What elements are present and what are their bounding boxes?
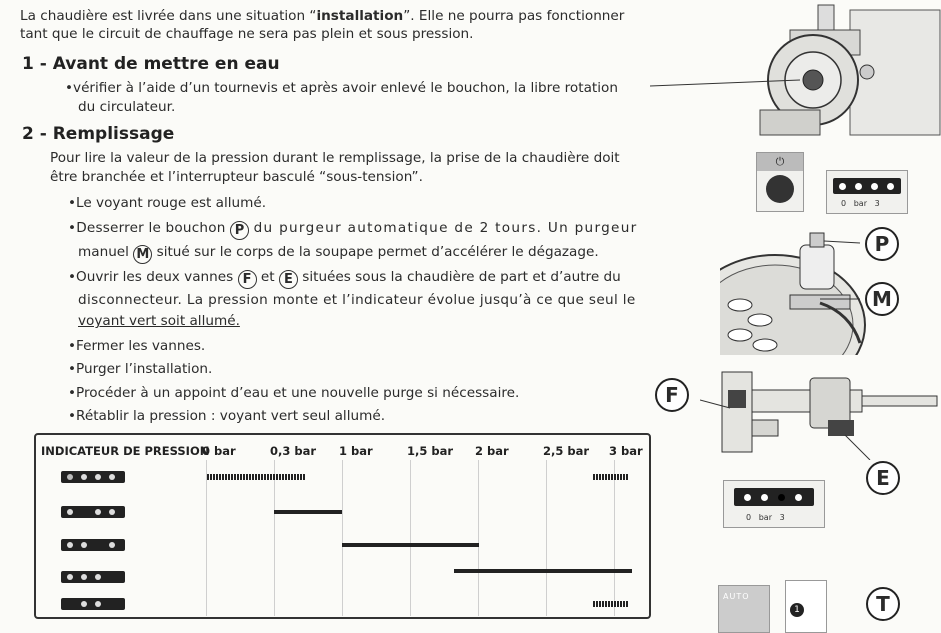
blink-range (593, 474, 628, 480)
bullet-purgeur-cont (78, 242, 599, 264)
scale-label: 3 bar (609, 444, 643, 458)
label-f-callout: F (655, 378, 689, 412)
bullet-text: du purgeur automatique de 2 tours. Un purgeur (253, 220, 638, 236)
led-indicator (61, 471, 125, 483)
bullet-text: •Desserrer le bouchon (68, 220, 226, 236)
section1-bullet-cont: du circulateur. (78, 99, 176, 115)
bullet-text: manuel (78, 244, 129, 260)
intro-paragraph (20, 6, 624, 26)
label-m-circle: M (133, 245, 152, 264)
bullet-purgeur (68, 218, 638, 240)
gauge-leds (833, 178, 901, 194)
intro-text: La chaudière est livrée dans une situation “ (20, 8, 317, 24)
gauge-leds (734, 488, 814, 506)
bullet-close-valves: •Fermer les vannes. (68, 338, 206, 354)
label-f-circle: F (238, 270, 257, 289)
number-badge: 1 (790, 603, 804, 617)
intro-line2: tant que le circuit de chauffage ne sera pas plein et sous pression. (20, 26, 474, 42)
label-m-callout: M (865, 282, 899, 316)
intro-bold: installation (316, 8, 404, 24)
section2-para-cont: être branchée et l’interrupteur basculé “sous-tension”. (50, 169, 423, 185)
bullet-text: situées sous la chaudière de part et d’autre du (302, 269, 621, 285)
gauge-scale: 0 bar 3 (746, 513, 785, 522)
scale-label: 1,5 bar (407, 444, 454, 458)
section2-title: 2 - Remplissage (22, 124, 175, 144)
pressure-gauge-panel-2 (723, 480, 825, 528)
section1-title: 1 - Avant de mettre en eau (22, 54, 280, 74)
power-button-knob (766, 175, 794, 203)
power-switch-panel (756, 152, 804, 212)
bullet-red-light: •Le voyant rouge est allumé. (68, 195, 267, 211)
intro-text: ”. Elle ne pourra pas fonctionner (403, 8, 625, 24)
grid-line (478, 460, 479, 616)
gauge-scale: 0 bar 3 (841, 199, 880, 208)
pressure-range-bar (342, 543, 479, 547)
led-indicator (61, 571, 125, 583)
auto-label: AUTO (723, 592, 750, 601)
led-indicator (61, 506, 125, 518)
label-e-callout: E (866, 461, 900, 495)
valves-illustration (700, 360, 941, 460)
thermostat-panel (785, 580, 827, 633)
pressure-range-bar (454, 569, 632, 573)
pressure-range-bar (274, 510, 342, 514)
grid-line (546, 460, 547, 616)
bullet-vannes-cont2: voyant vert soit allumé. (78, 313, 240, 329)
power-icon: ⏻ (757, 153, 803, 171)
bullet-refill: •Procéder à un appoint d’eau et une nouvelle purge si nécessaire. (68, 385, 520, 401)
label-e-circle: E (279, 270, 298, 289)
table-header: INDICATEUR DE PRESSION (41, 444, 210, 458)
scale-label: 0 bar (202, 444, 236, 458)
bullet-vannes (68, 267, 621, 289)
bullet-text: •Ouvrir les deux vannes (68, 269, 234, 285)
pressure-gauge-panel (826, 170, 908, 214)
bullet-text: et (260, 269, 275, 285)
grid-line (410, 460, 411, 616)
bullet-restore: •Rétablir la pression : voyant vert seul allumé. (68, 408, 386, 424)
auto-panel (718, 585, 770, 633)
grid-line (274, 460, 275, 616)
label-p-callout: P (865, 227, 899, 261)
label-p-circle: P (230, 221, 249, 240)
purgeur-illustration (720, 225, 941, 355)
label-t-callout: T (866, 587, 900, 621)
bullet-vannes-cont: disconnecteur. La pression monte et l’indicateur évolue jusqu’à ce que seul le (78, 292, 636, 308)
section1-bullet: •vérifier à l’aide d’un tournevis et après avoir enlevé le bouchon, la libre rotation (65, 80, 618, 96)
circulator-illustration (650, 0, 941, 140)
scale-label: 2 bar (475, 444, 509, 458)
scale-label: 2,5 bar (543, 444, 590, 458)
bullet-text: situé sur le corps de la soupape permet d’accélérer le dégazage. (156, 244, 599, 260)
bullet-purge: •Purger l’installation. (68, 361, 213, 377)
led-indicator (61, 539, 125, 551)
blink-range (593, 601, 628, 607)
scale-label: 0,3 bar (270, 444, 317, 458)
grid-line (614, 460, 615, 616)
scale-label: 1 bar (339, 444, 373, 458)
section2-para: Pour lire la valeur de la pression durant le remplissage, la prise de la chaudière doit (50, 150, 620, 166)
grid-line (206, 460, 207, 616)
blink-range (207, 474, 305, 480)
grid-line (342, 460, 343, 616)
led-indicator (61, 598, 125, 610)
